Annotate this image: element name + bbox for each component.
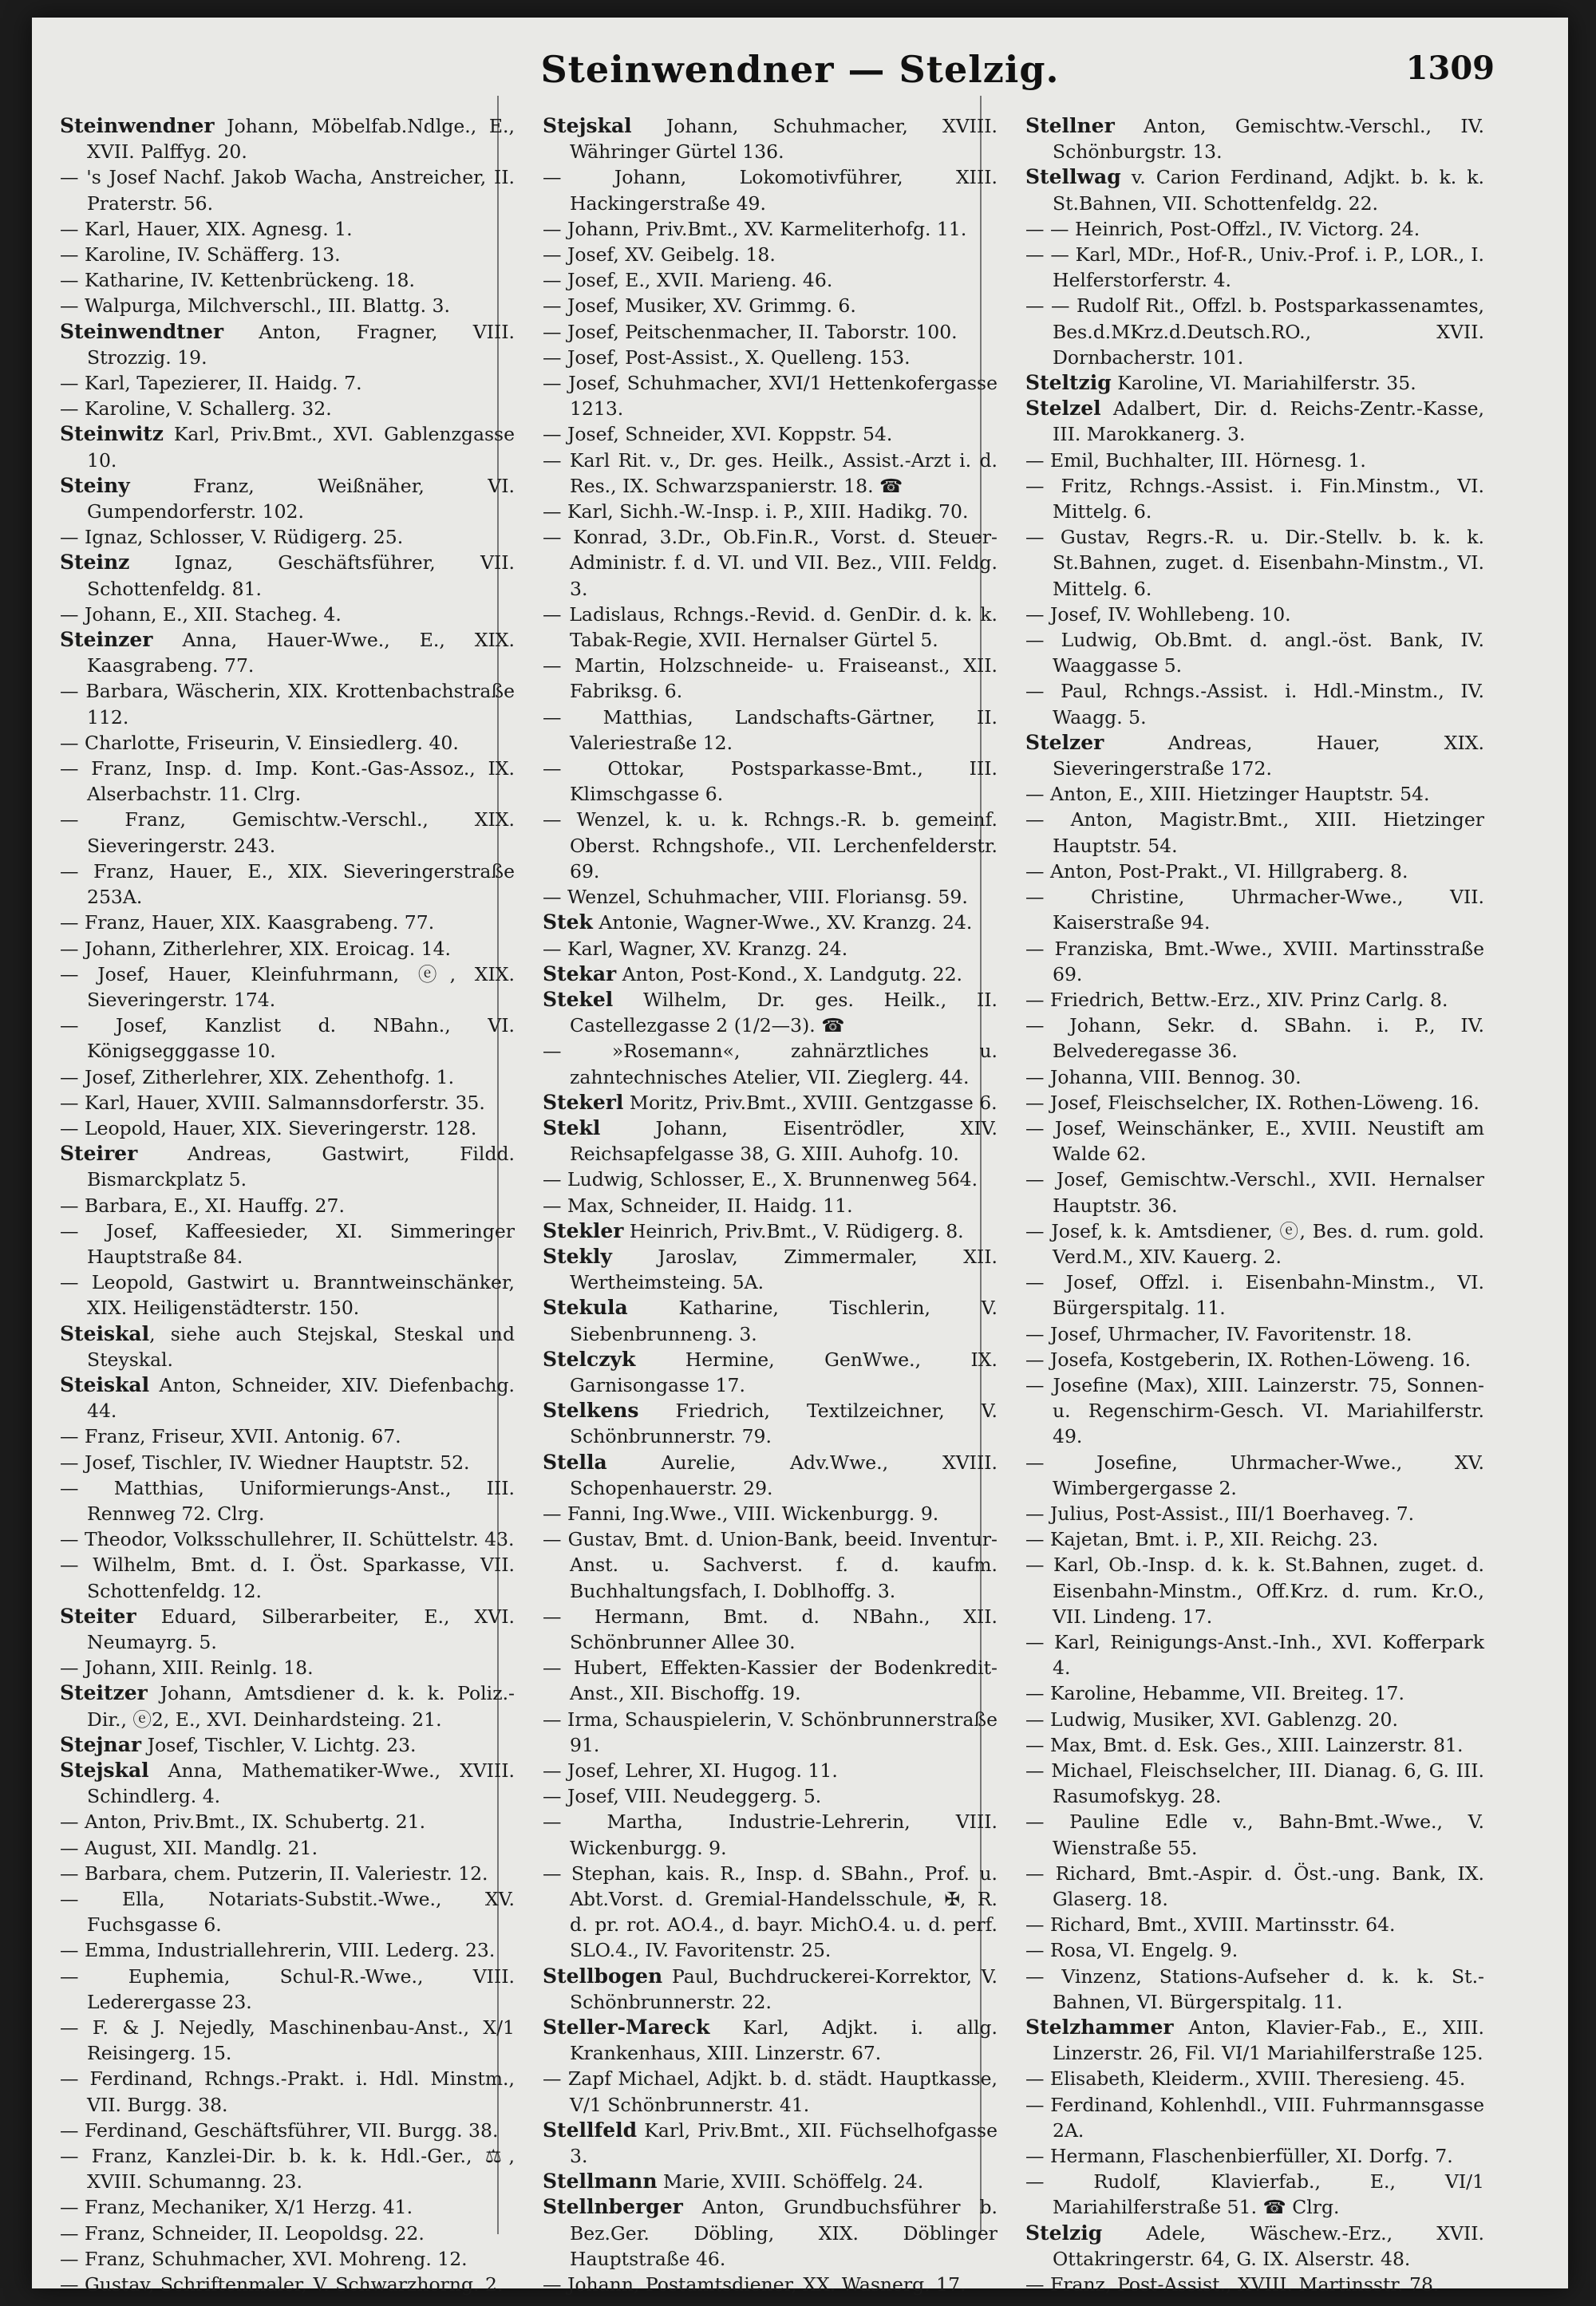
entry-text: — Anton, Magistr.Bmt., XIII. Hietzinger Hauptstr. 54. bbox=[1025, 808, 1484, 857]
entry-text: — Paul, Rchngs.-Assist. i. Hdl.-Minstm., IV. Waagg. 5. bbox=[1025, 680, 1484, 729]
entry-text: Johann, Möbelfab.Ndlge., E., XVII. Palffyg. 20. bbox=[87, 115, 515, 164]
entry-surname: Stekar bbox=[543, 961, 617, 985]
entry-text: Anton, Gemischtw.-Verschl., IV. Schönburgstr. 13. bbox=[1053, 115, 1484, 164]
entry-text: Anton, Klavier-Fab., E., XIII. Linzerstr. 26, Fil. VI/1 Mariahilferstraße 125. bbox=[1053, 2016, 1484, 2065]
entry-text: Friedrich, Textilzeichner, V. Schönbrunnerstr. 79. bbox=[570, 1400, 998, 1448]
entry-text: — Josef, Zitherlehrer, XIX. Zehenthofg. 1. bbox=[60, 1065, 455, 1088]
entry-text: — Ignaz, Schlosser, V. Rüdigerg. 25. bbox=[60, 526, 404, 549]
entry-surname: Steinwendner bbox=[60, 114, 215, 137]
entry-text: , siehe auch Stejskal, Steskal und Steyskal. bbox=[87, 1322, 515, 1371]
entry-text: — Josef, Hauer, Kleinfuhrmann, ⓔ, XIX. Sieveringerstr. 174. bbox=[60, 962, 515, 1011]
entry-text: — Hubert, Effekten-Kassier der Bodenkredit-Anst., XII. Bischoffg. 19. bbox=[543, 1656, 998, 1705]
entry-surname: Steirer bbox=[60, 1142, 138, 1166]
entry-text: — Vinzenz, Stations-Aufseher d. k. k. St.-Bahnen, VI. Bürgerspitalg. 11. bbox=[1025, 1964, 1484, 2013]
entry-text: — Stephan, kais. R., Insp. d. SBahn., Prof. u. Abt.Vorst. d. Gremial-Handelsschule, ✠, R. d. pr. rot. AO.4., d. bayr. MichO.4. u. d. perf. SLO.4., IV. Favoritenstr. 25. bbox=[543, 1862, 998, 1962]
entry-text: Hermine, GenWwe., IX. Garnisongasse 17. bbox=[570, 1348, 998, 1396]
entry-text: — Ludwig, Ob.Bmt. d. angl.-öst. Bank, IV. Waaggasse 5. bbox=[1025, 629, 1484, 677]
entry-text: — Karl, Hauer, XVIII. Salmannsdorferstr. 35. bbox=[60, 1091, 485, 1114]
entry-text: — Johanna, VIII. Bennog. 30. bbox=[1025, 1065, 1302, 1088]
entry-text: — Josefine, Uhrmacher-Wwe., XV. Wimbergergasse 2. bbox=[1025, 1451, 1484, 1499]
entry-text: Heinrich, Priv.Bmt., V. Rüdigerg. 8. bbox=[623, 1219, 964, 1242]
entry-text: — Barbara, E., XI. Hauffg. 27. bbox=[60, 1194, 345, 1217]
entry-text: — Anton, E., XIII. Hietzinger Hauptstr. 54. bbox=[1025, 783, 1430, 806]
entry-text: Andreas, Gastwirt, Fildd. Bismarckplatz 5. bbox=[87, 1143, 515, 1191]
entry-text: Adalbert, Dir. d. Reichs-Zentr.-Kasse, III. Marokkanerg. 3. bbox=[1053, 397, 1484, 446]
entry-text: — Martin, Holzschneide- u. Fraiseanst., XII. Fabriksg. 6. bbox=[543, 654, 998, 703]
entry-text: — Christine, Uhrmacher-Wwe., VII. Kaiserstraße 94. bbox=[1025, 886, 1484, 934]
entry-text: Karl, Priv.Bmt., XII. Füchselhofgasse 3. bbox=[570, 2118, 998, 2168]
entry-text: — Katharine, IV. Kettenbrückeng. 18. bbox=[60, 269, 415, 292]
directory-page bbox=[32, 18, 1568, 2288]
entry-text: Josef, Tischler, V. Lichtg. 23. bbox=[141, 1733, 417, 1756]
entry-surname: Stejnar bbox=[60, 1732, 142, 1756]
entry-surname: Stekerl bbox=[543, 1090, 624, 1114]
entry-surname: Stelkens bbox=[543, 1399, 639, 1423]
entry-text: — Rosa, VI. Engelg. 9. bbox=[1025, 1939, 1238, 1962]
entry-surname: Steiter bbox=[60, 1604, 136, 1628]
entry-text: — Johann, Postamtsdiener, XX. Wasnerg. 17. bbox=[543, 2273, 966, 2296]
entry-text: — Josef, Gemischtw.-Verschl., XVII. Hernalser Hauptstr. 36. bbox=[1025, 1168, 1484, 1217]
entry-text: — Franziska, Bmt.-Wwe., XVIII. Martinsstraße 69. bbox=[1025, 937, 1484, 985]
entry-text: Karoline, VI. Mariahilferstr. 35. bbox=[1111, 372, 1416, 395]
entry-surname: Stellbogen bbox=[543, 1964, 663, 1988]
entry-text: Anton, Fragner, VIII. Strozzig. 19. bbox=[87, 320, 515, 369]
entry-surname: Stek bbox=[543, 910, 593, 934]
entry-text: Johann, Amtsdiener d. k. k. Poliz.-Dir., ⓔ2, E., XVI. Deinhardsteing. 21. bbox=[87, 1682, 515, 1731]
entry-surname: Stellner bbox=[1025, 114, 1115, 137]
entry-text: — Josef, Musiker, XV. Grimmg. 6. bbox=[543, 294, 856, 318]
entry-text: — Anton, Post-Prakt., VI. Hillgraberg. 8. bbox=[1025, 859, 1408, 883]
entry-text: — Josef, Schneider, XVI. Koppstr. 54. bbox=[543, 423, 893, 446]
entry-text: — — Heinrich, Post-Offzl., IV. Victorg. 24. bbox=[1025, 217, 1420, 240]
entry-text: Marie, XVIII. Schöffelg. 24. bbox=[657, 2170, 924, 2193]
entry-surname: Stekly bbox=[543, 1244, 612, 1268]
entry-text: Franz, Weißnäher, VI. Gumpendorferstr. 102. bbox=[87, 474, 515, 523]
entry-text: — Franz, Hauer, E., XIX. Sieveringerstraße 253A. bbox=[60, 859, 515, 909]
entry-text: — Josef, Tischler, IV. Wiedner Hauptstr. 52. bbox=[60, 1451, 470, 1474]
entry-text: — Wenzel, k. u. k. Rchngs.-R. b. gemeinf. Oberst. Rchngshofe., VII. Lerchenfelderstr. 69. bbox=[543, 808, 998, 883]
entry-surname: Steinz bbox=[60, 551, 130, 575]
entry-text: — Johann, Priv.Bmt., XV. Karmeliterhofg. 11. bbox=[543, 217, 967, 240]
entry-surname: Stellfeld bbox=[543, 2118, 638, 2142]
entry-surname: Stelzel bbox=[1025, 397, 1101, 421]
entry-text: Karl, Adjkt. i. allg. Krankenhaus, XIII. Linzerstr. 67. bbox=[570, 2016, 998, 2065]
entry-text: — Fanni, Ing.Wwe., VIII. Wickenburgg. 9. bbox=[543, 1502, 939, 1525]
entry-text: — Karl Rit. v., Dr. ges. Heilk., Assist.-Arzt i. d. Res., IX. Schwarzspanierstr. 18. ☎ bbox=[543, 448, 998, 497]
entry-text: — Gustav, Schriftenmaler, V. Schwarzhorng. 2. bbox=[60, 2273, 504, 2296]
entry-surname: Steiny bbox=[60, 473, 130, 497]
entry-text: — Franz, Mechaniker, X/1 Herzg. 41. bbox=[60, 2196, 413, 2219]
entry-text: — Josef, VIII. Neudeggerg. 5. bbox=[543, 1785, 822, 1808]
entry-surname: Stella bbox=[543, 1450, 607, 1474]
entry-text: — — Karl, MDr., Hof-R., Univ.-Prof. i. P., LOR., I. Helferstorferstr. 4. bbox=[1025, 243, 1484, 292]
entry-text: Karl, Priv.Bmt., XVI. Gablenzgasse 10. bbox=[87, 423, 515, 472]
entry-text: — Ferdinand, Kohlenhdl., VIII. Fuhrmannsgasse 2A. bbox=[1025, 2093, 1484, 2142]
entry-text: — Franz, Schneider, II. Leopoldsg. 22. bbox=[60, 2221, 425, 2245]
entry-text: Anton, Grundbuchsführer b. Bez.Ger. Döbling, XIX. Döblinger Hauptstraße 46. bbox=[570, 2196, 998, 2270]
entry-surname: Stekl bbox=[543, 1115, 601, 1139]
entry-text: — Karl, Ob.-Insp. d. k. k. St.Bahnen, zuget. d. Eisenbahn-Minstm., Off.Krz. d. rum. Kr.O., VII. Lindeng. 17. bbox=[1025, 1554, 1484, 1628]
entry-text: — Josef, Post-Assist., X. Quelleng. 153. bbox=[543, 346, 911, 369]
entry-text: — Ludwig, Musiker, XVI. Gablenzg. 20. bbox=[1025, 1708, 1398, 1731]
entry-text: Aurelie, Adv.Wwe., XVIII. Schopenhauerstr. 29. bbox=[570, 1451, 998, 1499]
page-header bbox=[32, 48, 1568, 104]
entry-text: — Gustav, Regrs.-R. u. Dir.-Stellv. b. k. k. St.Bahnen, zuget. d. Eisenbahn-Minstm., VI. Mittelg. 6. bbox=[1025, 526, 1484, 600]
entry-text: Wilhelm, Dr. ges. Heilk., II. Castellezgasse 2 (1/2—3). ☎ bbox=[570, 988, 998, 1037]
entry-text: — Josefine (Max), XIII. Lainzerstr. 75, Sonnen- u. Regenschirm-Gesch. VI. Mariahilferstr. 49. bbox=[1025, 1373, 1484, 1448]
entry-text: — Euphemia, Schul-R.-Wwe., VIII. Lederergasse 23. bbox=[60, 1964, 515, 2013]
entry-text: — Wenzel, Schuhmacher, VIII. Floriansg. 59. bbox=[543, 886, 968, 909]
entry-text: — Rudolf, Klavierfab., E., VI/1 Mariahilferstraße 51. ☎ Clrg. bbox=[1025, 2170, 1484, 2219]
entry-text: — Ottokar, Postsparkasse-Bmt., III. Klimschgasse 6. bbox=[543, 757, 998, 806]
entry-text: — 's Josef Nachf. Jakob Wacha, Anstreicher, II. Praterstr. 56. bbox=[60, 166, 515, 215]
entry-text: — Josef, Fleischselcher, IX. Rothen-Löweng. 16. bbox=[1025, 1091, 1479, 1114]
entry-text: — Fritz, Rchngs.-Assist. i. Fin.Minstm., VI. Mittelg. 6. bbox=[1025, 474, 1484, 523]
entry-text: Antonie, Wagner-Wwe., XV. Kranzg. 24. bbox=[592, 911, 973, 934]
entry-text: Anton, Post-Kond., X. Landgutg. 22. bbox=[616, 962, 963, 985]
entry-text: — — Rudolf Rit., Offzl. b. Postsparkassenamtes, Bes.d.MKrz.d.Deutsch.RO., XVII. Dornbacherstr. 101. bbox=[1025, 294, 1484, 369]
entry-text: — Ella, Notariats-Substit.-Wwe., XV. Fuchsgasse 6. bbox=[60, 1888, 515, 1937]
entry-text: — Gustav, Bmt. d. Union-Bank, beeid. Inventur-Anst. u. Sachverst. f. d. kaufm. Buchhaltungsfach, I. Doblhoffg. 3. bbox=[543, 1528, 998, 1602]
entry-text: — Franz, Gemischtw.-Verschl., XIX. Sieveringerstr. 243. bbox=[60, 808, 515, 857]
entry-text: — Elisabeth, Kleiderm., XVIII. Theresieng. 45. bbox=[1025, 2067, 1466, 2091]
entry-text: Katharine, Tischlerin, V. Siebenbrunneng. 3. bbox=[570, 1297, 998, 1345]
entry-text: — Walpurga, Milchverschl., III. Blattg. 3. bbox=[60, 294, 450, 318]
entry-text: — Hermann, Bmt. d. NBahn., XII. Schönbrunner Allee 30. bbox=[543, 1605, 998, 1653]
entry-text: — Karl, Sichh.-W.-Insp. i. P., XIII. Hadikg. 70. bbox=[543, 500, 969, 523]
entry-surname: Stejskal bbox=[60, 1759, 149, 1782]
entry-text: — Max, Bmt. d. Esk. Ges., XIII. Lainzerstr. 81. bbox=[1025, 1733, 1464, 1756]
entry-text: — Josef, Schuhmacher, XVI/1 Hettenkofergasse 1213. bbox=[543, 372, 998, 421]
entry-surname: Steiskal bbox=[60, 1372, 150, 1396]
entry-text: — Franz, Insp. d. Imp. Kont.-Gas-Assoz., IX. Alserbachstr. 11. Clrg. bbox=[60, 757, 515, 806]
entry-text: — Zapf Michael, Adjkt. b. d. städt. Hauptkasse, V/1 Schönbrunnerstr. 41. bbox=[543, 2067, 998, 2116]
entry-text: Eduard, Silberarbeiter, E., XVI. Neumayrg. 5. bbox=[87, 1605, 515, 1653]
entry-text: Anna, Hauer-Wwe., E., XIX. Kaasgrabeng. 77. bbox=[87, 629, 515, 677]
entry-surname: Steitzer bbox=[60, 1681, 148, 1705]
entry-text: — Johann, Sekr. d. SBahn. i. P., IV. Belvederegasse 36. bbox=[1025, 1014, 1484, 1063]
entry-text: — Konrad, 3.Dr., Ob.Fin.R., Vorst. d. Steuer-Administr. f. d. VI. und VII. Bez., VIII. Feldg. 3. bbox=[543, 526, 998, 600]
entry-text: — Karoline, Hebamme, VII. Breiteg. 17. bbox=[1025, 1682, 1404, 1705]
entry-text: — Barbara, Wäscherin, XIX. Krottenbachstraße 112. bbox=[60, 680, 515, 729]
entry-text: — Ludwig, Schlosser, E., X. Brunnenweg 564. bbox=[543, 1168, 978, 1191]
entry-text: — Karl, Tapezierer, II. Haidg. 7. bbox=[60, 372, 362, 395]
running-title: Steinwendner — Stelzig. bbox=[540, 48, 1060, 91]
entry-text: — Johann, E., XII. Stacheg. 4. bbox=[60, 602, 342, 626]
entry-text: Adele, Wäschew.-Erz., XVII. Ottakringerstr. 64, G. IX. Alserstr. 48. bbox=[1053, 2221, 1484, 2270]
entry-text: — Ferdinand, Rchngs.-Prakt. i. Hdl. Minstm., VII. Burgg. 38. bbox=[60, 2067, 515, 2116]
entry-text: — Matthias, Landschafts-Gärtner, II. Valeriestraße 12. bbox=[543, 705, 998, 754]
entry-text: Paul, Buchdruckerei-Korrektor, V. Schönbrunnerstr. 22. bbox=[570, 1964, 998, 2013]
entry-text: — F. & J. Nejedly, Maschinenbau-Anst., X/1 Reisingerg. 15. bbox=[60, 2016, 515, 2065]
entry-text: — Irma, Schauspielerin, V. Schönbrunnerstraße 91. bbox=[543, 1708, 998, 1756]
entry-text: — Josef, Uhrmacher, IV. Favoritenstr. 18. bbox=[1025, 1322, 1412, 1345]
entry-text: — Kajetan, Bmt. i. P., XII. Reichg. 23. bbox=[1025, 1528, 1379, 1551]
entry-text: — Hermann, Flaschenbierfüller, XI. Dorfg. 7. bbox=[1025, 2145, 1453, 2168]
column-divider bbox=[497, 96, 499, 2234]
entry-text: — Josefa, Kostgeberin, IX. Rothen-Löweng. 16. bbox=[1025, 1348, 1472, 1371]
entry-text: — Matthias, Uniformierungs-Anst., III. Rennweg 72. Clrg. bbox=[60, 1476, 515, 1525]
entry-text: Ignaz, Geschäftsführer, VII. Schottenfeldg. 81. bbox=[87, 551, 515, 600]
entry-surname: Stelzig bbox=[1025, 2221, 1103, 2245]
entry-text: — Josef, Kanzlist d. NBahn., VI. Königsegggasse 10. bbox=[60, 1014, 515, 1063]
entry-text: — Karoline, IV. Schäfferg. 13. bbox=[60, 243, 341, 267]
entry-text: — Josef, Peitschenmacher, II. Taborstr. 100. bbox=[543, 320, 958, 343]
entry-text: — Franz, Kanzlei-Dir. b. k. k. Hdl.-Ger., ⚖, XVIII. Schumanng. 23. bbox=[60, 2145, 515, 2193]
entry-text: — Franz, Friseur, XVII. Antonig. 67. bbox=[60, 1425, 401, 1448]
entry-text: — Josef, k. k. Amtsdiener, ⓔ, Bes. d. rum. gold. Verd.M., XIV. Kauerg. 2. bbox=[1025, 1219, 1484, 1268]
entry-text: — Emil, Buchhalter, III. Hörnesg. 1. bbox=[1025, 448, 1366, 472]
entry-text: — Karl, Wagner, XV. Kranzg. 24. bbox=[543, 937, 848, 960]
entry-text: Anton, Schneider, XIV. Diefenbachg. 44. bbox=[87, 1373, 515, 1423]
entry-text: — Johann, XIII. Reinlg. 18. bbox=[60, 1656, 314, 1680]
entry-text: — Theodor, Volksschullehrer, II. Schüttelstr. 43. bbox=[60, 1528, 515, 1551]
page-number: 1309 bbox=[1405, 49, 1495, 87]
entry-text: Moritz, Priv.Bmt., XVIII. Gentzgasse 6. bbox=[623, 1091, 998, 1114]
entry-text: — Josef, XV. Geibelg. 18. bbox=[543, 243, 776, 267]
entry-text: — Martha, Industrie-Lehrerin, VIII. Wickenburgg. 9. bbox=[543, 1810, 998, 1859]
entry-text: — Josef, E., XVII. Marieng. 46. bbox=[543, 269, 833, 292]
entry-text: — Josef, Lehrer, XI. Hugog. 11. bbox=[543, 1759, 838, 1782]
entry-surname: Steller-Mareck bbox=[543, 2016, 710, 2039]
entry-text: — Friedrich, Bettw.-Erz., XIV. Prinz Carlg. 8. bbox=[1025, 988, 1448, 1011]
entry-text: — Josef, Kaffeesieder, XI. Simmeringer Hauptstraße 84. bbox=[60, 1219, 515, 1268]
entry-text: Johann, Schuhmacher, XVIII. Währinger Gürtel 136. bbox=[570, 115, 998, 164]
entry-text: Anna, Mathematiker-Wwe., XVIII. Schindlerg. 4. bbox=[87, 1759, 515, 1808]
entry-text: — »Rosemann«, zahnärztliches u. zahntechnisches Atelier, VII. Zieglerg. 44. bbox=[543, 1040, 998, 1088]
entry-text: — Pauline Edle v., Bahn-Bmt.-Wwe., V. Wienstraße 55. bbox=[1025, 1810, 1484, 1859]
entry-text: — Ladislaus, Rchngs.-Revid. d. GenDir. d. k. k. Tabak-Regie, XVII. Hernalser Gürtel 5. bbox=[543, 602, 998, 652]
entry-surname: Stejskal bbox=[543, 114, 632, 137]
entry-surname: Stellmann bbox=[543, 2170, 658, 2193]
entry-surname: Stekula bbox=[543, 1296, 628, 1320]
entry-surname: Stekler bbox=[543, 1218, 624, 1242]
entry-text: — Max, Schneider, II. Haidg. 11. bbox=[543, 1194, 853, 1217]
entry-text: — Richard, Bmt.-Aspir. d. Öst.-ung. Bank, IX. Glaserg. 18. bbox=[1025, 1862, 1484, 1911]
entry-text: — Franz, Schuhmacher, XVI. Mohreng. 12. bbox=[60, 2247, 468, 2270]
entry-text: — Karoline, V. Schallerg. 32. bbox=[60, 397, 332, 421]
entry-surname: Stellnberger bbox=[543, 2195, 683, 2219]
entry-text: — Leopold, Hauer, XIX. Sieveringerstr. 128. bbox=[60, 1116, 477, 1139]
entry-text: — Julius, Post-Assist., III/1 Boerhaveg. 7. bbox=[1025, 1502, 1415, 1525]
entry-surname: Steinwitz bbox=[60, 422, 164, 446]
entry-text: — Josef, IV. Wohllebeng. 10. bbox=[1025, 602, 1291, 626]
entry-text: — Johann, Zitherlehrer, XIX. Eroicag. 14. bbox=[60, 937, 452, 960]
entry-surname: Steinzer bbox=[60, 628, 153, 652]
entry-text: — Franz, Hauer, XIX. Kaasgrabeng. 77. bbox=[60, 911, 435, 934]
entry-text: Andreas, Hauer, XIX. Sieveringerstraße 172. bbox=[1053, 731, 1484, 780]
entry-surname: Stelczyk bbox=[543, 1347, 636, 1371]
entry-text: — Josef, Offzl. i. Eisenbahn-Minstm., VI. Bürgerspitalg. 11. bbox=[1025, 1271, 1484, 1320]
entry-text: — Charlotte, Friseurin, V. Einsiedlerg. 40. bbox=[60, 731, 459, 754]
entry-surname: Steltzig bbox=[1025, 371, 1112, 395]
entry-text: — Anton, Priv.Bmt., IX. Schubertg. 21. bbox=[60, 1810, 426, 1834]
entry-text: Johann, Eisentrödler, XIV. Reichsapfelgasse 38, G. XIII. Auhofg. 10. bbox=[570, 1116, 998, 1166]
entry-surname: Stelzer bbox=[1025, 730, 1104, 754]
entry-surname: Steinwendtner bbox=[60, 319, 224, 343]
entry-text: — Johann, Lokomotivführer, XIII. Hackingerstraße 49. bbox=[543, 166, 998, 215]
entry-text: — Ferdinand, Geschäftsführer, VII. Burgg. 38. bbox=[60, 2118, 499, 2142]
entry-text: — Leopold, Gastwirt u. Branntweinschänker, XIX. Heiligenstädterstr. 150. bbox=[60, 1271, 515, 1320]
entry-text: — Karl, Reinigungs-Anst.-Inh., XVI. Kofferpark 4. bbox=[1025, 1630, 1484, 1680]
entry-text: — Josef, Weinschänker, E., XVIII. Neustift am Walde 62. bbox=[1025, 1116, 1484, 1166]
entry-surname: Stekel bbox=[543, 987, 614, 1011]
entry-text: — Emma, Industriallehrerin, VIII. Lederg. 23. bbox=[60, 1939, 496, 1962]
entry-text: v. Carion Ferdinand, Adjkt. b. k. k. St.Bahnen, VII. Schottenfeldg. 22. bbox=[1053, 166, 1484, 215]
column-divider bbox=[980, 96, 982, 2234]
entry-text: — Franz, Post-Assist., XVIII. Martinsstr. 78. bbox=[1025, 2273, 1440, 2296]
entry-text: — Wilhelm, Bmt. d. I. Öst. Sparkasse, VII. Schottenfeldg. 12. bbox=[60, 1554, 515, 1602]
entry-text: — Barbara, chem. Putzerin, II. Valeriestr. 12. bbox=[60, 1862, 488, 1885]
entry-surname: Steiskal bbox=[60, 1321, 150, 1345]
entry-text: — Richard, Bmt., XVIII. Martinsstr. 64. bbox=[1025, 1913, 1396, 1937]
entry-text: — Karl, Hauer, XIX. Agnesg. 1. bbox=[60, 217, 353, 240]
entry-surname: Stelzhammer bbox=[1025, 2016, 1174, 2039]
entry-text: Jaroslav, Zimmermaler, XII. Wertheimsteing. 5A. bbox=[570, 1245, 998, 1294]
entry-surname: Stellwag bbox=[1025, 165, 1121, 189]
entry-text: — August, XII. Mandlg. 21. bbox=[60, 1836, 318, 1859]
entry-text: — Michael, Fleischselcher, III. Dianag. 6, G. III. Rasumofskyg. 28. bbox=[1025, 1759, 1484, 1808]
